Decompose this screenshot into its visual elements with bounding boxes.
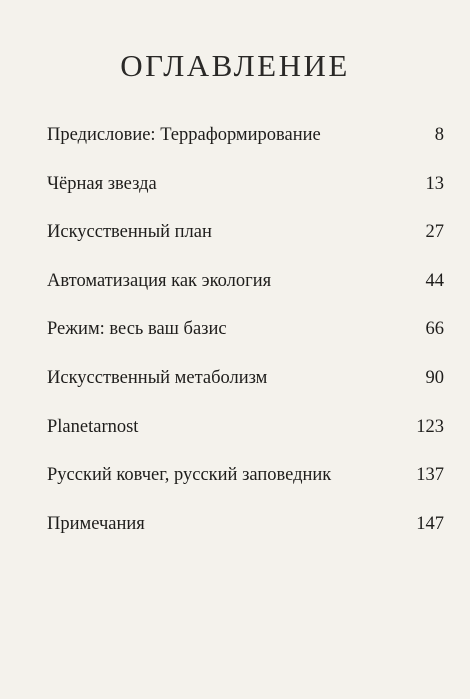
- toc-entry-automation-ecology: [47, 268, 444, 317]
- toc-entry-page-number: 8: [434, 125, 444, 145]
- toc-entry-page-number: 90: [425, 367, 444, 388]
- toc-entry-page-number: 147: [416, 513, 444, 534]
- toc-entry-preface: [47, 122, 444, 171]
- table-of-contents: [47, 122, 444, 559]
- toc-entry-planetarnost: [47, 414, 444, 463]
- toc-entry-page-number: 27: [425, 222, 444, 243]
- toc-entry-label: Искусственный план: [47, 222, 212, 243]
- toc-entry-label: Предисловие: Терраформирование: [47, 125, 321, 145]
- toc-entry-regime: [47, 316, 444, 365]
- toc-entry-artificial-plan: [47, 219, 444, 268]
- toc-entry-notes: [47, 511, 444, 560]
- toc-entry-russian-ark: [47, 462, 444, 511]
- toc-entry-label: Русский ковчег, русский заповедник: [47, 465, 332, 486]
- toc-entry-page-number: 66: [425, 319, 444, 340]
- page-title: ОГЛАВЛЕНИЕ: [120, 48, 350, 83]
- toc-entry-black-star: [47, 171, 444, 220]
- toc-entry-label: Режим: весь ваш базис: [47, 319, 227, 340]
- toc-entry-label: Автоматизация как экология: [47, 270, 272, 291]
- toc-entry-label: Искусственный метаболизм: [47, 367, 268, 388]
- toc-entry-label: Примечания: [47, 513, 145, 534]
- toc-entry-page-number: 13: [425, 173, 444, 194]
- toc-entry-label: Чёрная звезда: [47, 173, 157, 194]
- toc-entry-page-number: 123: [416, 416, 444, 437]
- toc-entry-page-number: 137: [416, 465, 444, 486]
- toc-entry-page-number: 44: [425, 270, 444, 291]
- toc-entry-artificial-metabolism: [47, 365, 444, 414]
- toc-entry-label: Planetarnost: [47, 416, 139, 437]
